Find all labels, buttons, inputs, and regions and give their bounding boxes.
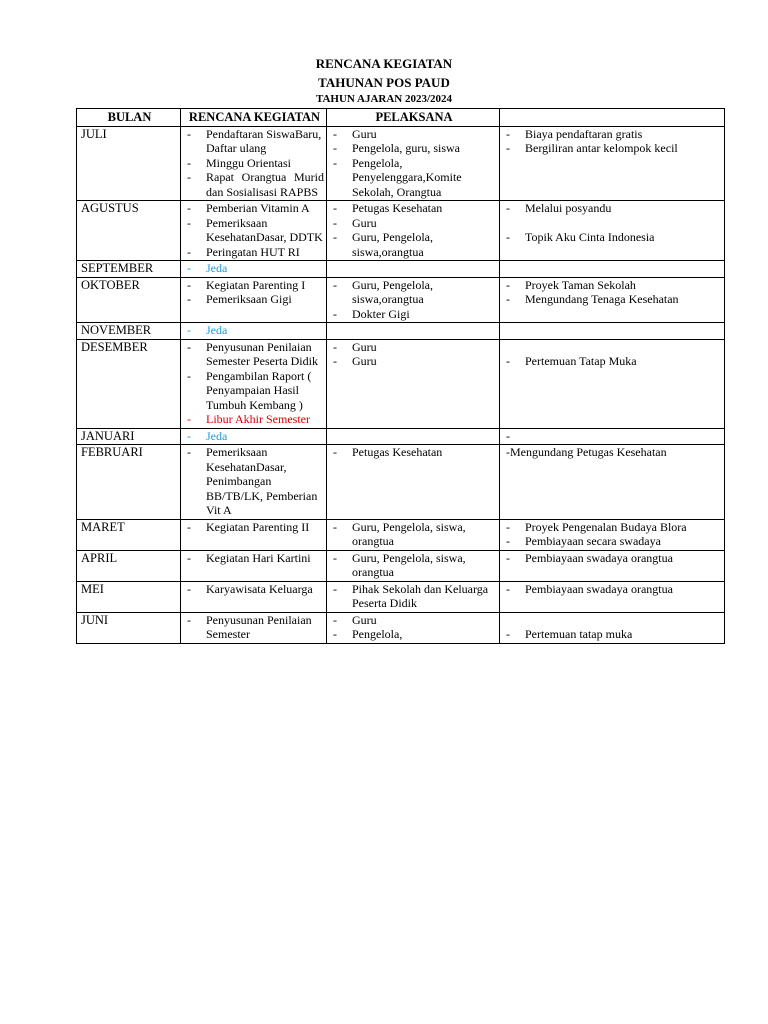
list-item: - Petugas Kesehatan xyxy=(331,201,497,216)
list-item: - Biaya pendaftaran gratis xyxy=(504,127,722,142)
list-item: - Rapat Orangtua Murid dan Sosialisasi RAPBS xyxy=(185,170,324,199)
list-item: - Pemberian Vitamin A xyxy=(185,201,324,216)
list-item: - Jeda xyxy=(185,261,324,276)
table-row xyxy=(77,550,725,581)
keterangan-cell xyxy=(500,445,725,520)
month-cell: JUNI xyxy=(77,612,181,643)
list-item: - Pengelola, xyxy=(331,627,497,642)
list-item: - Pihak Sekolah dan Keluarga Peserta Didik xyxy=(331,582,497,611)
table-row xyxy=(77,612,725,643)
list-item: - Guru xyxy=(331,216,497,231)
table-row xyxy=(77,201,725,261)
rencana-cell xyxy=(181,550,327,581)
list-item: - Pemeriksaan KesehatanDasar, Penimbangan BB/TB/LK, Pemberian Vit A xyxy=(185,445,324,518)
table-row xyxy=(77,445,725,520)
table-row xyxy=(77,581,725,612)
table-row xyxy=(77,277,725,323)
keterangan-cell xyxy=(500,612,725,643)
list-item: - Guru, Pengelola, siswa,orangtua xyxy=(331,230,497,259)
keterangan-cell xyxy=(500,201,725,261)
rencana-cell xyxy=(181,201,327,261)
list-item: - Kegiatan Hari Kartini xyxy=(185,551,324,566)
month-cell: SEPTEMBER xyxy=(77,261,181,278)
table-row xyxy=(77,428,725,445)
month-cell: APRIL xyxy=(77,550,181,581)
list-item: - xyxy=(506,428,510,443)
list-item: - Pengelola, Penyelenggara,Komite Sekolah, Orangtua xyxy=(331,156,497,200)
list-item: - Jeda xyxy=(185,323,324,338)
list-item: - Karyawisata Keluarga xyxy=(185,582,324,597)
list-item: - Mengundang Tenaga Kesehatan xyxy=(504,292,722,307)
pelaksana-cell xyxy=(327,261,500,278)
list-item: - Penyusunan Penilaian Semester xyxy=(185,613,324,642)
list-item: - Pertemuan Tatap Muka xyxy=(504,354,722,369)
table-row xyxy=(77,323,725,340)
list-item: - Pengambilan Raport ( Penyampaian Hasil Tumbuh Kembang ) xyxy=(185,369,324,413)
list-item: - Guru xyxy=(331,127,497,142)
rencana-cell xyxy=(181,261,327,278)
list-item: - Bergiliran antar kelompok kecil xyxy=(504,141,722,156)
pelaksana-cell xyxy=(327,428,500,445)
list-item: - Jeda xyxy=(185,429,324,444)
rencana-cell xyxy=(181,323,327,340)
list-item: - Dokter Gigi xyxy=(331,307,497,322)
rencana-cell xyxy=(181,445,327,520)
pelaksana-cell xyxy=(327,550,500,581)
list-item: - Libur Akhir Semester xyxy=(185,412,324,427)
list-item: - Pertemuan tatap muka xyxy=(504,627,722,642)
header-rencana: RENCANA KEGIATAN xyxy=(181,109,327,127)
spacer xyxy=(504,340,722,354)
month-cell: DESEMBER xyxy=(77,339,181,428)
table-row xyxy=(77,519,725,550)
list-item: - Pembiayaan secara swadaya xyxy=(504,534,722,549)
spacer xyxy=(504,613,722,627)
pelaksana-cell xyxy=(327,126,500,201)
keterangan-cell xyxy=(500,277,725,323)
rencana-cell xyxy=(181,581,327,612)
document-title: RENCANA KEGIATAN xyxy=(315,56,453,71)
rencana-cell xyxy=(181,126,327,201)
list-item: - Pengelola, guru, siswa xyxy=(331,141,497,156)
rencana-cell xyxy=(181,612,327,643)
rencana-cell xyxy=(181,428,327,445)
list-item: - Proyek Pengenalan Budaya Blora xyxy=(504,520,722,535)
list-item: - Guru xyxy=(331,340,497,355)
keterangan-cell xyxy=(500,126,725,201)
academic-year: TAHUN AJARAN 2023/2024 xyxy=(315,93,453,105)
table-row xyxy=(77,261,725,278)
list-item: - Guru xyxy=(331,354,497,369)
month-cell: JULI xyxy=(77,126,181,201)
month-cell: MEI xyxy=(77,581,181,612)
pelaksana-cell xyxy=(327,612,500,643)
list-item: - Proyek Taman Sekolah xyxy=(504,278,722,293)
month-cell: OKTOBER xyxy=(77,277,181,323)
keterangan-cell xyxy=(500,323,725,340)
list-item: - Melalui posyandu xyxy=(504,201,722,216)
list-item: - Peringatan HUT RI xyxy=(185,245,324,260)
list-item: - Pembiayaan swadaya orangtua xyxy=(504,551,722,566)
month-cell: AGUSTUS xyxy=(77,201,181,261)
list-item: -Mengundang Petugas Kesehatan xyxy=(506,445,667,459)
activity-plan-table xyxy=(76,108,725,644)
keterangan-cell xyxy=(500,581,725,612)
list-item: - Minggu Orientasi xyxy=(185,156,324,171)
month-cell: JANUARI xyxy=(77,428,181,445)
pelaksana-cell xyxy=(327,277,500,323)
pelaksana-cell xyxy=(327,581,500,612)
month-cell: NOVEMBER xyxy=(77,323,181,340)
pelaksana-cell xyxy=(327,519,500,550)
rencana-cell xyxy=(181,519,327,550)
month-cell: FEBRUARI xyxy=(77,445,181,520)
list-item: - Penyusunan Penilaian Semester Peserta Didik xyxy=(185,340,324,369)
list-item: - Petugas Kesehatan xyxy=(331,445,497,460)
pelaksana-cell xyxy=(327,445,500,520)
list-item: - Guru, Pengelola, siswa,orangtua xyxy=(331,278,497,307)
list-item: - Pemeriksaan Gigi xyxy=(185,292,324,307)
pelaksana-cell xyxy=(327,339,500,428)
keterangan-cell xyxy=(500,339,725,428)
header-keterangan xyxy=(500,109,725,127)
list-item: - Pemeriksaan KesehatanDasar, DDTK xyxy=(185,216,324,245)
rencana-cell xyxy=(181,277,327,323)
spacer xyxy=(504,216,722,230)
list-item: - Kegiatan Parenting II xyxy=(185,520,324,535)
header-bulan: BULAN xyxy=(77,109,181,127)
list-item: - Pendaftaran SiswaBaru, Daftar ulang xyxy=(185,127,324,156)
pelaksana-cell xyxy=(327,323,500,340)
list-item: - Guru, Pengelola, siswa, orangtua xyxy=(331,551,497,580)
keterangan-cell xyxy=(500,550,725,581)
list-item: - Guru, Pengelola, siswa, orangtua xyxy=(331,520,497,549)
keterangan-cell xyxy=(500,261,725,278)
keterangan-cell xyxy=(500,519,725,550)
document-subtitle: TAHUNAN POS PAUD xyxy=(318,75,450,90)
list-item: - Kegiatan Parenting I xyxy=(185,278,324,293)
rencana-cell xyxy=(181,339,327,428)
table-row xyxy=(77,126,725,201)
table-header-row xyxy=(77,109,725,127)
list-item: - Pembiayaan swadaya orangtua xyxy=(504,582,722,597)
list-item: - Topik Aku Cinta Indonesia xyxy=(504,230,722,245)
table-row xyxy=(77,339,725,428)
keterangan-cell xyxy=(500,428,725,445)
list-item: - Guru xyxy=(331,613,497,628)
month-cell: MARET xyxy=(77,519,181,550)
pelaksana-cell xyxy=(327,201,500,261)
header-pelaksana: PELAKSANA xyxy=(327,109,500,127)
